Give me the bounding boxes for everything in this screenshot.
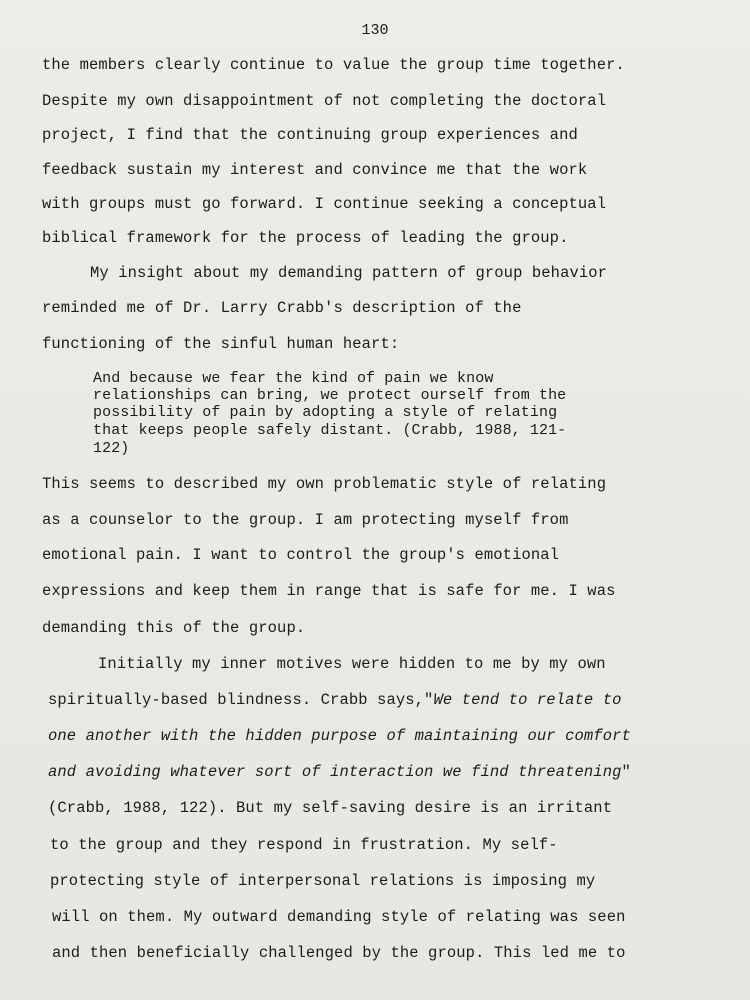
text-line: My insight about my demanding pattern of group behavior [90, 264, 608, 282]
text-line: functioning of the sinful human heart: [42, 335, 400, 353]
text-line: This seems to described my own problematic style of relating [42, 475, 607, 493]
text-line: protecting style of interpersonal relations is imposing my [50, 872, 596, 890]
quoted-text: one another with the hidden purpose of maintaining our comfort [48, 727, 631, 745]
quote-line: relationships can bring, we protect ourself from the [93, 387, 567, 404]
text-line: biblical framework for the process of leading the group. [42, 229, 569, 247]
quoted-text: and avoiding whatever sort of interaction we find threatening [48, 763, 622, 781]
text-line: the members clearly continue to value the group time together. [42, 56, 625, 74]
text-line [48, 763, 631, 781]
text-line: will on them. My outward demanding style of relating was seen [52, 908, 626, 926]
text-line: project, I find that the continuing group experiences and [42, 126, 578, 144]
quote-line: that keeps people safely distant. (Crabb, 1988, 121- [93, 422, 567, 439]
text-line: feedback sustain my interest and convince me that the work [42, 161, 588, 179]
text-line: with groups must go forward. I continue seeking a conceptual [42, 195, 607, 213]
page-number: 130 [361, 22, 389, 39]
text-line: to the group and they respond in frustration. My self- [50, 836, 558, 854]
text-line: emotional pain. I want to control the group's emotional [42, 546, 560, 564]
quote-line: possibility of pain by adopting a style of relating [93, 404, 558, 421]
text-line: as a counselor to the group. I am protecting myself from [42, 511, 569, 529]
text-line: and then beneficially challenged by the group. This led me to [52, 944, 626, 962]
text-line: Despite my own disappointment of not completing the doctoral [42, 92, 607, 110]
text-line: reminded me of Dr. Larry Crabb's description of the [42, 299, 522, 317]
text-line: expressions and keep them in range that is safe for me. I was [42, 582, 616, 600]
text-segment: " [621, 763, 631, 781]
text-line: Initially my inner motives were hidden to me by my own [98, 655, 606, 673]
text-line: demanding this of the group. [42, 619, 306, 637]
quote-line: 122) [93, 440, 130, 457]
text-line: (Crabb, 1988, 122). But my self-saving desire is an irritant [48, 799, 613, 817]
quote-line: And because we fear the kind of pain we know [93, 370, 494, 387]
text-segment: spiritually-based blindness. Crabb says," [48, 691, 434, 709]
quoted-text: We tend to relate to [433, 691, 622, 709]
text-line [48, 691, 622, 709]
